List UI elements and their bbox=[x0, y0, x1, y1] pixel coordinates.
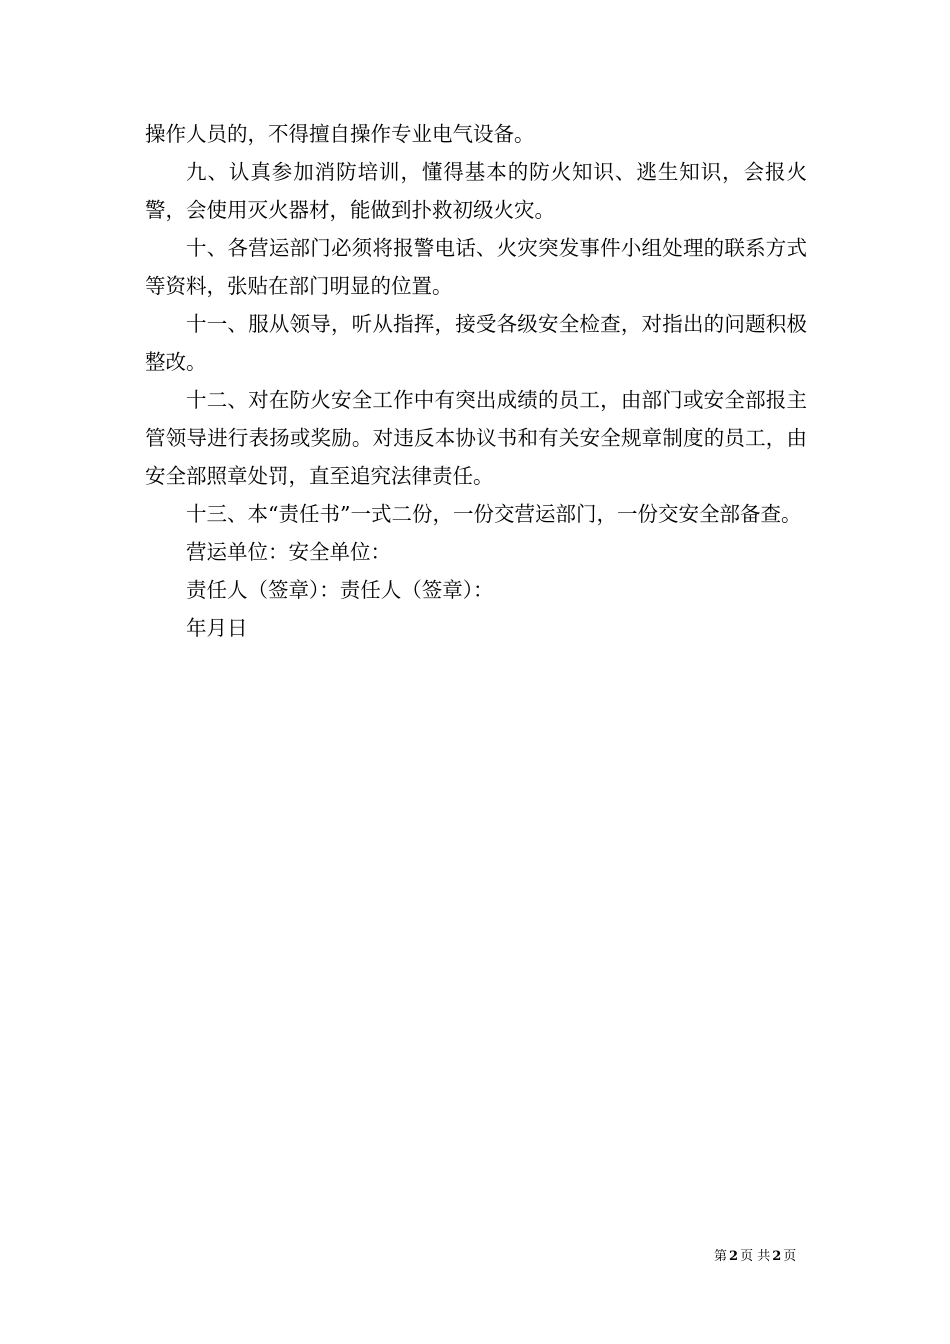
clause-10: 十、各营运部门必须将报警电话、火灾突发事件小组处理的联系方式等资料，张贴在部门明显的位置。 bbox=[145, 236, 807, 298]
footer-total-pages: 2 bbox=[772, 1249, 782, 1264]
clause-12: 十二、对在防火安全工作中有突出成绩的员工，由部门或安全部报主管领导进行表扬或奖励。对违反本协议书和有关安全规章制度的员工，由安全部照章处罚，直至追究法律责任。 bbox=[145, 388, 807, 488]
footer-current-page: 2 bbox=[729, 1249, 739, 1264]
clause-11: 十一、服从领导，听从指挥，接受各级安全检查，对指出的问题积极整改。 bbox=[145, 312, 807, 374]
signature-responsible-persons: 责任人（签章）：责任人（签章）： bbox=[186, 578, 494, 602]
signature-units: 营运单位：安全单位： bbox=[186, 540, 391, 564]
signature-date: 年月日 bbox=[186, 616, 248, 640]
document-body bbox=[145, 115, 807, 647]
paragraph-continuation: 操作人员的，不得擅自操作专业电气设备。 bbox=[145, 122, 535, 146]
footer-middle: 页 共 bbox=[740, 1249, 771, 1264]
footer-prefix: 第 bbox=[714, 1249, 728, 1264]
footer-suffix: 页 bbox=[783, 1249, 797, 1264]
clause-13: 十三、本“责任书”一式二份，一份交营运部门，一份交安全部备查。 bbox=[186, 502, 802, 526]
page-number-footer bbox=[714, 1249, 796, 1265]
clause-9: 九、认真参加消防培训，懂得基本的防火知识、逃生知识，会报火警，会使用灭火器材，能做到扑救初级火灾。 bbox=[145, 160, 807, 222]
